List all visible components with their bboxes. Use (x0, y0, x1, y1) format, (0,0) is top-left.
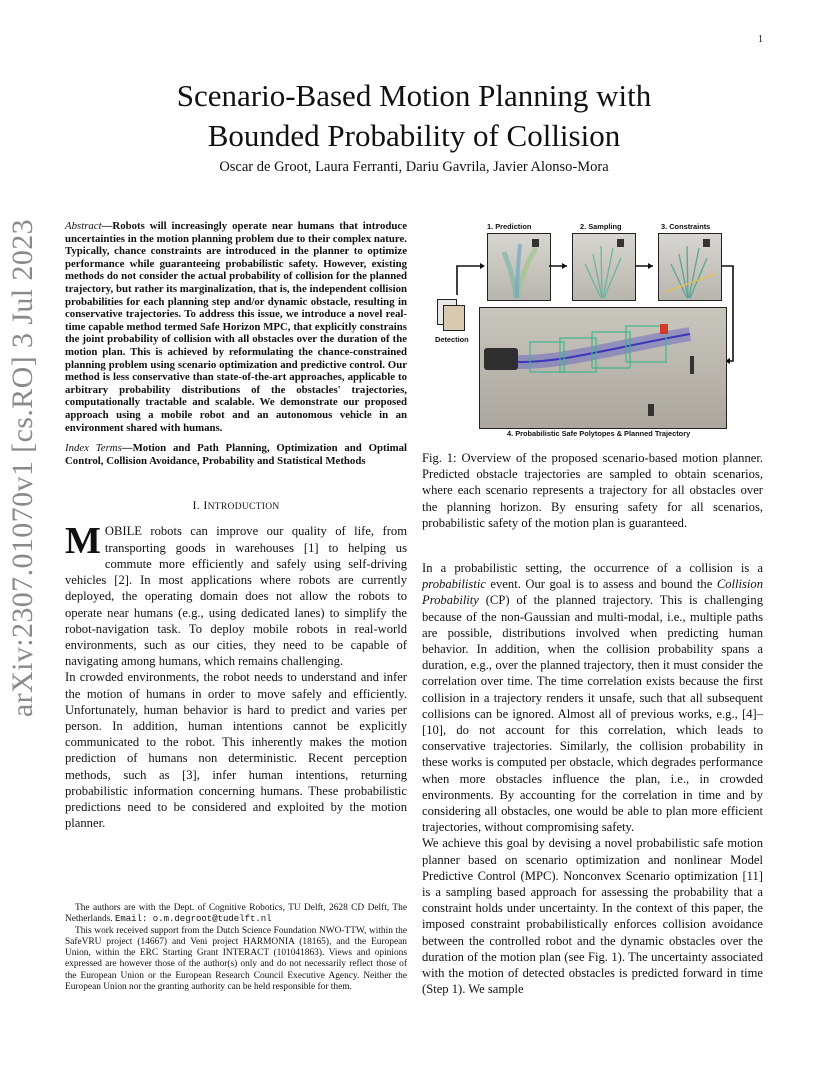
abstract-label: Abstract (65, 220, 102, 232)
page-number: 1 (758, 34, 763, 45)
intro-paragraph-1-text: OBILE robots can improve our quality of life, from transporting goods in warehouses [1] to helping us commute more efficiently and safely using self-driving vehicles [2]. In most applications where robots are currently deployed, the operating domain does not allow the robots to operate near humans (e.g., using dedicated lanes) to simplify the robot-navigation task. To deploy mobile robots in real-world environments, such as our cities, they need to be capable of navigating among humans, which remains challenging. (65, 524, 407, 669)
right-p1-emphasis-probabilistic: probabilistic (422, 577, 486, 592)
title-line-2: Bounded Probability of Collision (207, 118, 621, 153)
footnote-email: Email: o.m.degroot@tudelft.nl (114, 914, 272, 925)
detection-frame-image (443, 305, 465, 331)
section-number: I. (192, 498, 204, 513)
right-paragraph-2: We achieve this goal by devising a novel probabilistic safe motion planner based on scenario optimization and nonlinear Model Predictive Control (MPC). Nonconvex Scenario optimization [11] is a sampling based approach for assessing the probability that a constraint holds under uncertainty. In the context of this paper, the imposed constraint probabilistically enforces collision avoidance between the controlled robot and the dynamic obstacles over the duration of the motion plan (see Fig. 1). The uncertainty associated with the motion of detected obstacles is predicted forward in time (Step 1). We sample (422, 836, 763, 997)
planned-trajectory-panel-image (479, 307, 727, 429)
right-p1-text-b: event. Our goal is to assess and bound the (485, 577, 717, 592)
footnote-affiliation-text: The authors are with the Dept. of Cognitive Robotics, TU Delft, 2628 CD Delft, The Netherlands. (65, 903, 407, 925)
section-heading-introduction (65, 497, 407, 515)
left-column (65, 220, 407, 831)
paper-title (80, 76, 748, 156)
figure-label-constraints: 3. Constraints (661, 222, 711, 231)
arxiv-identifier-stamp: arXiv:2307.01070v1 [cs.RO] 3 Jul 2023 (6, 218, 39, 718)
right-paragraph-1 (422, 560, 763, 835)
index-terms-label: Index Terms (65, 442, 122, 455)
right-p1-text-c: (CP) of the planned trajectory. This is challenging because of the non-Gaussian and multi-modal, i.e., multiple paths are possible, distributions involved when predicting human behavior. In addition, when the collision probability spans a duration, e.g., over the planned trajectory, then it must consider the correlation over time. The time correlation exists because the first collision in a trajectory renders it unsafe, such that all subsequent collisions can be ignored. Almost all of previous works, e.g., [4]–[10], do not account for this correlation, which leads to conservative trajectories. Similarly, the collision probability in these works is computed per obstacle, which degrades performance when more obstacles influence the plan, i.e., in crowded environments. By accounting for the correlation in time and by considering all obstacles, one would be able to plan more efficient trajectories, without compromising safety. (422, 593, 763, 835)
safe-polytopes-graphic (480, 308, 726, 428)
right-column (422, 560, 763, 997)
figure-label-detection: Detection (435, 335, 469, 344)
footnote-affiliation (65, 903, 407, 926)
figure-label-prediction: 1. Prediction (487, 222, 532, 231)
abstract (65, 220, 407, 434)
right-p1-text-a: In a probabilistic setting, the occurrence of a collision is a (422, 561, 763, 575)
figure-1 (433, 221, 743, 439)
right-p1-emphasis-collision-probability: Collision Probability (422, 577, 763, 608)
title-line-1: Scenario-Based Motion Planning with (176, 78, 652, 113)
drop-cap: M (65, 520, 101, 563)
figure-label-sampling: 2. Sampling (580, 222, 622, 231)
figure-label-planned-trajectory: 4. Probabilistic Safe Polytopes & Planned Trajectory (507, 429, 691, 438)
intro-paragraph-1 (65, 520, 407, 669)
author-list: Oscar de Groot, Laura Ferranti, Dariu Gavrila, Javier Alonso-Mora (219, 159, 609, 175)
section-title-rest: NTRODUCTION (207, 502, 280, 513)
section-title-initial: I (203, 498, 208, 513)
index-terms-text: —Motion and Path Planning, Optimization and Optimal Control, Collision Avoidance, Probability and Statistical Methods (65, 442, 407, 467)
abstract-text: —Robots will increasingly operate near humans that introduce uncertainties in the motion planning problem due to their complex nature. Typically, chance constraints are introduced in the planner to optimize performance while guaranteeing probabilistic safety. However, existing methods do not consider the actual probability of collision for the planned trajectory, but rather its marginalization, that is, the independent collision probabilities for each planning step and/or dynamic obstacle, resulting in conservative trajectories. To address this issue, we introduce a novel real-time capable method termed Safe Horizon MPC, that explicitly constrains the joint probability of collision with all obstacles over the duration of the motion plan. This is achieved by reformulating the chance-constrained planning problem using scenario optimization and predictive control. Our method is less conservative than state-of-the-art approaches, applicable to arbitrary probability distributions of the obstacles' trajectories, computationally tractable and scalable. We demonstrate our proposed approach using a mobile robot and an autonomous vehicle in an environment shared with humans. (65, 220, 407, 434)
footnote (65, 903, 407, 993)
intro-paragraph-2: In crowded environments, the robot needs to understand and infer the motion of humans in order to move safely and efficiently. Unfortunately, human behavior is hard to predict and varies per person. In addition, human intentions cannot be explicitly communicated to the robot. This inherently makes the motion prediction of humans non deterministic. Recent perception methods, such as [3], infer human intentions, returning probabilistic information concerning humans. These probabilistic predictions need to be considered and exploited by the motion planner. (65, 670, 407, 831)
index-terms (65, 442, 407, 467)
figure-1-caption: Fig. 1: Overview of the proposed scenario-based motion planner. Predicted obstacle trajectories are sampled to obtain scenarios, where each scenario represents a trajectory for all obstacles over the planning horizon. By ensuring safety for all scenarios, probabilistic safety of the motion plan is guaranteed. (422, 451, 763, 530)
footnote-funding: This work received support from the Dutch Science Foundation NWO-TTW, within the SafeVRU project (14667) and Veni project HARMONIA (18165), and the European Union, within the ERC Starting Grant INTERACT (101041863). Views and opinions expressed are however those of the author(s) only and do not necessarily reflect those of the European Union or the European Research Council Executive Agency. Neither the European Union nor the granting authority can be held responsible for them. (65, 925, 407, 993)
